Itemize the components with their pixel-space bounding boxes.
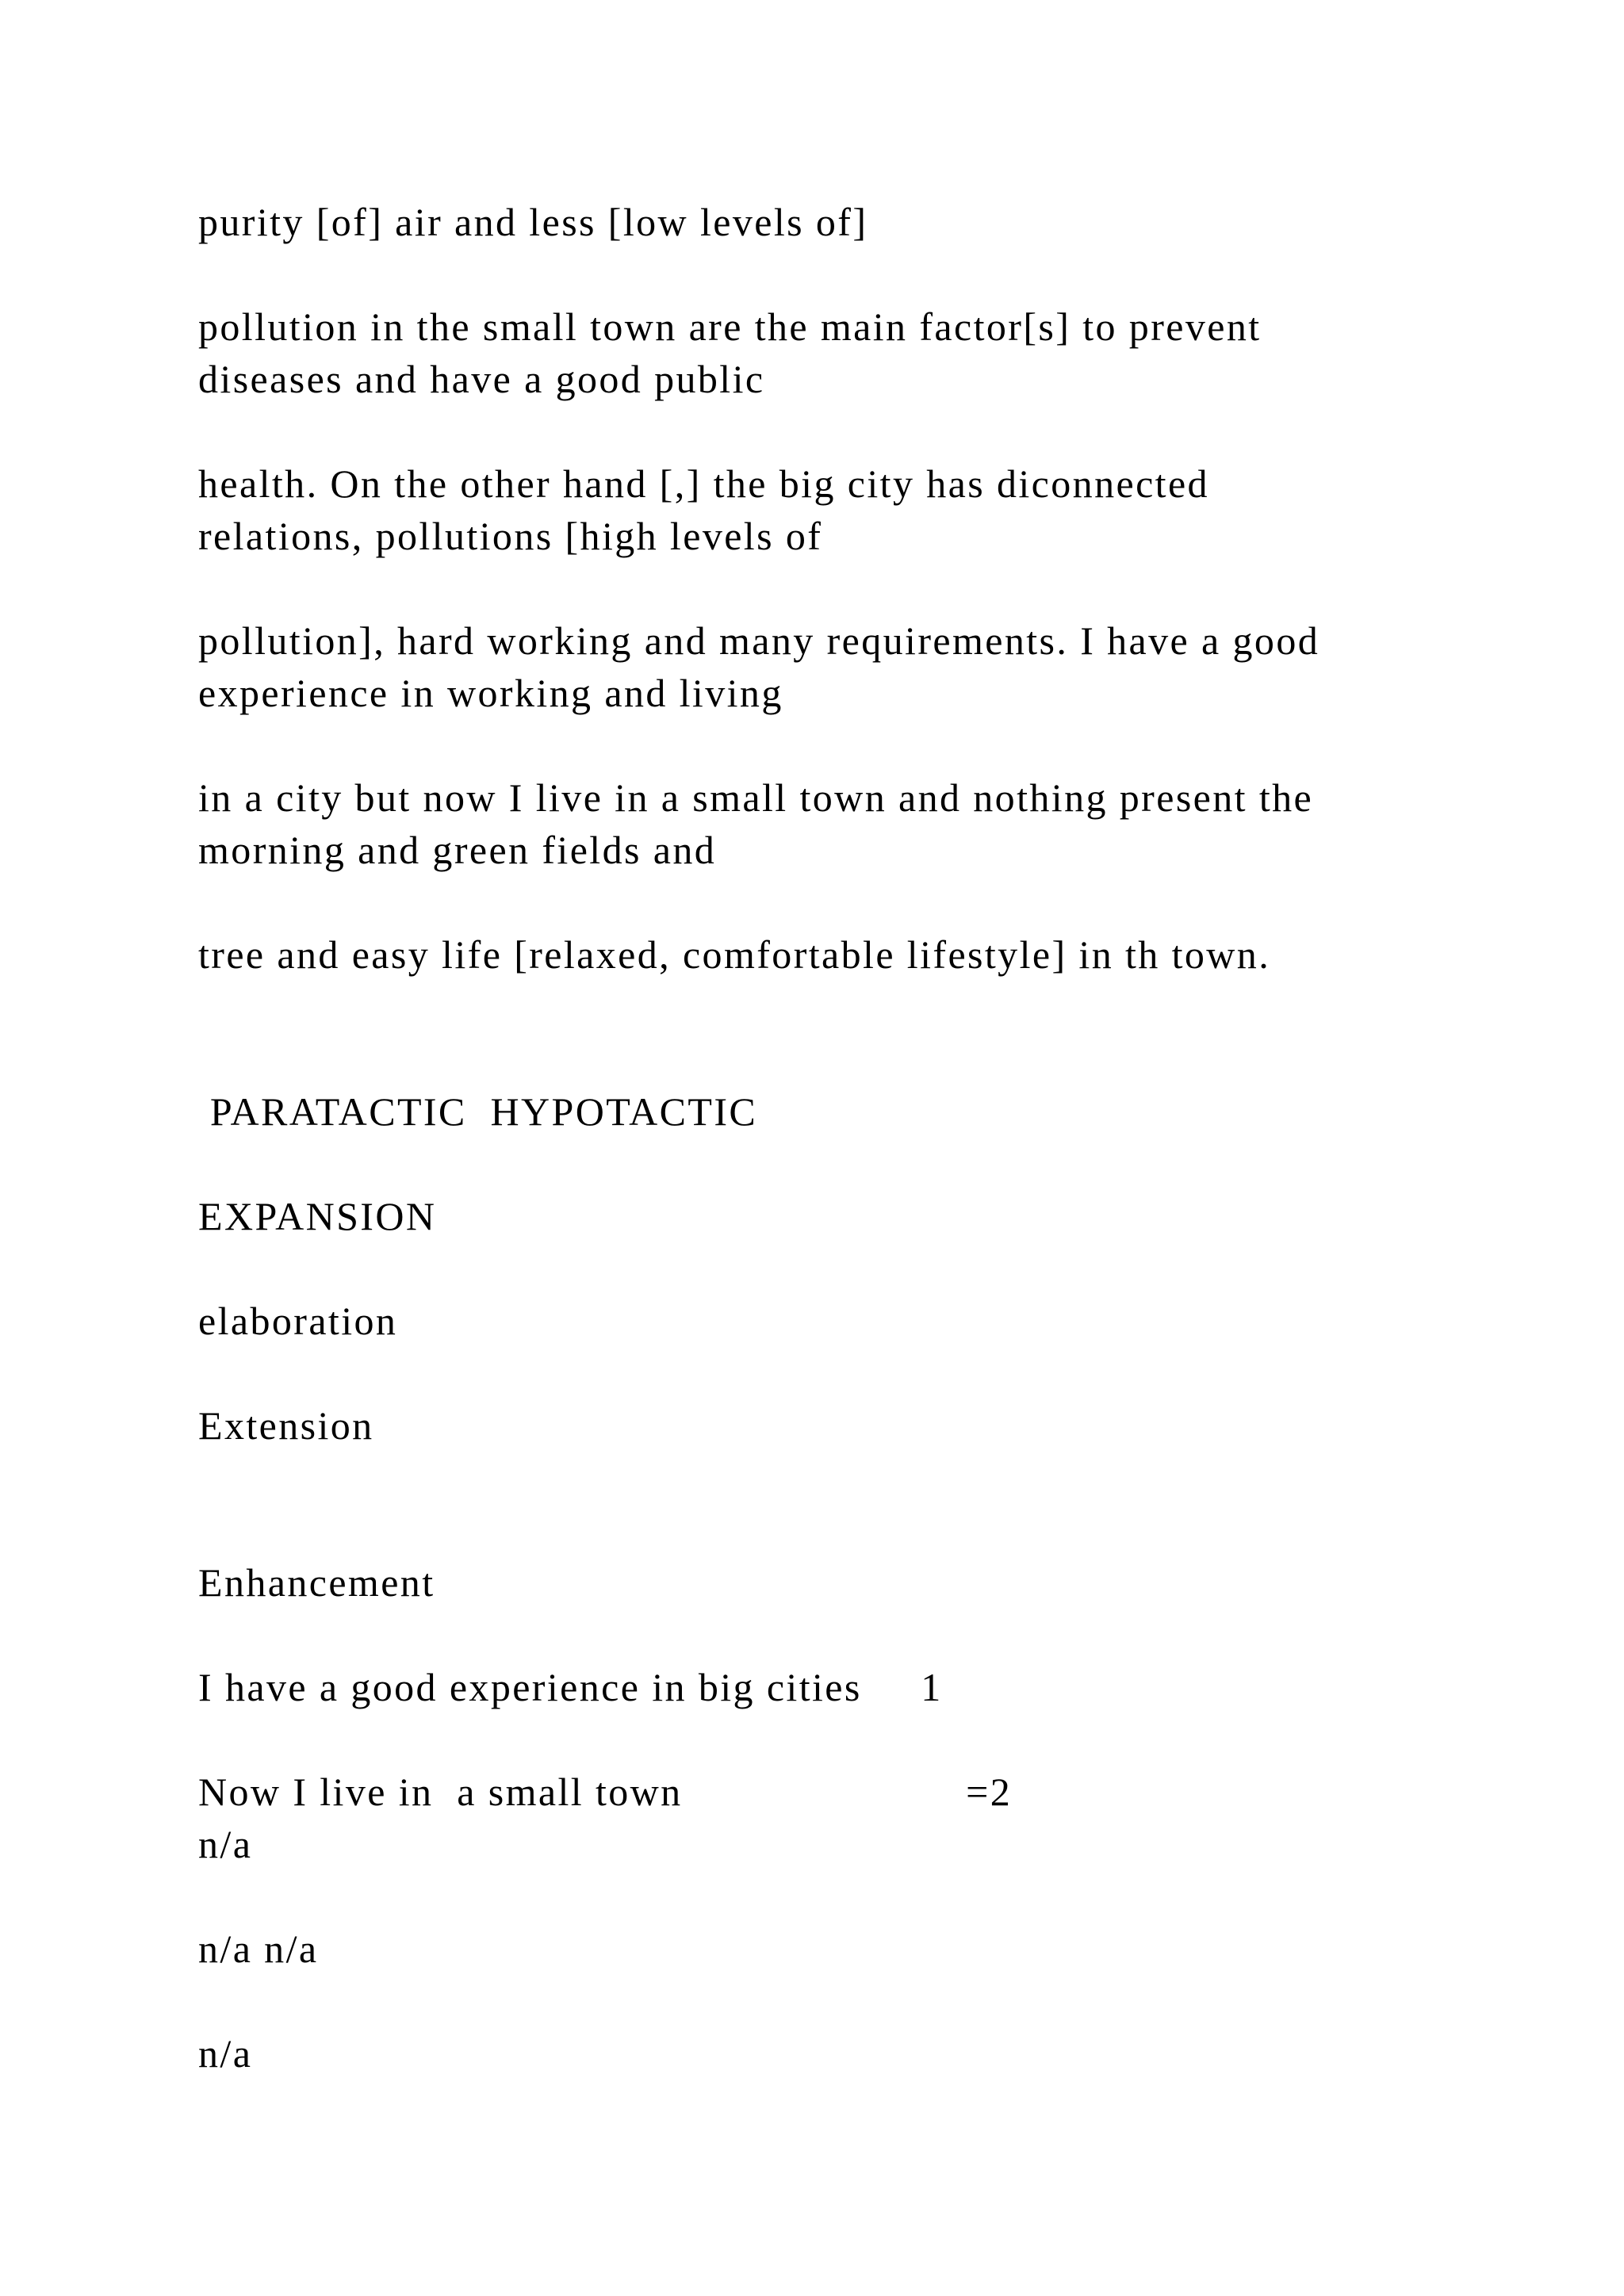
paragraph-line: relations, pollutions [high levels of: [198, 514, 823, 558]
category-label-extension: Extension: [198, 1403, 374, 1448]
category-label-enhancement: Enhancement: [198, 1560, 435, 1605]
paragraph-line: pollution], hard working and many requirements. I have a good: [198, 618, 1320, 663]
category-header: PARATACTIC HYPOTACTIC: [198, 1089, 758, 1134]
paragraph-line: tree and easy life [relaxed, comfortable lifestyle] in th town.: [198, 932, 1271, 977]
example-clause-2: Now I live in a small town =2: [198, 1770, 1013, 1814]
paragraph-line: health. On the other hand [,] the big city has diconnected: [198, 461, 1209, 506]
na-entry: n/a: [198, 2031, 253, 2076]
example-clause-1: I have a good experience in big cities 1: [198, 1665, 943, 1709]
na-entry: n/a: [198, 1822, 253, 1866]
paragraph-line: purity [of] air and less [low levels of]: [198, 200, 868, 244]
paragraph-line: pollution in the small town are the main factor[s] to prevent: [198, 304, 1262, 349]
paragraph-line: experience in working and living: [198, 671, 783, 715]
paragraph-line: morning and green fields and: [198, 828, 717, 872]
category-label-expansion: EXPANSION: [198, 1194, 437, 1238]
paragraph-line: diseases and have a good public: [198, 357, 765, 401]
na-entry: n/a n/a: [198, 1927, 319, 1971]
paragraph-line: in a city but now I live in a small town and nothing present the: [198, 775, 1314, 820]
category-label-elaboration: elaboration: [198, 1299, 398, 1343]
